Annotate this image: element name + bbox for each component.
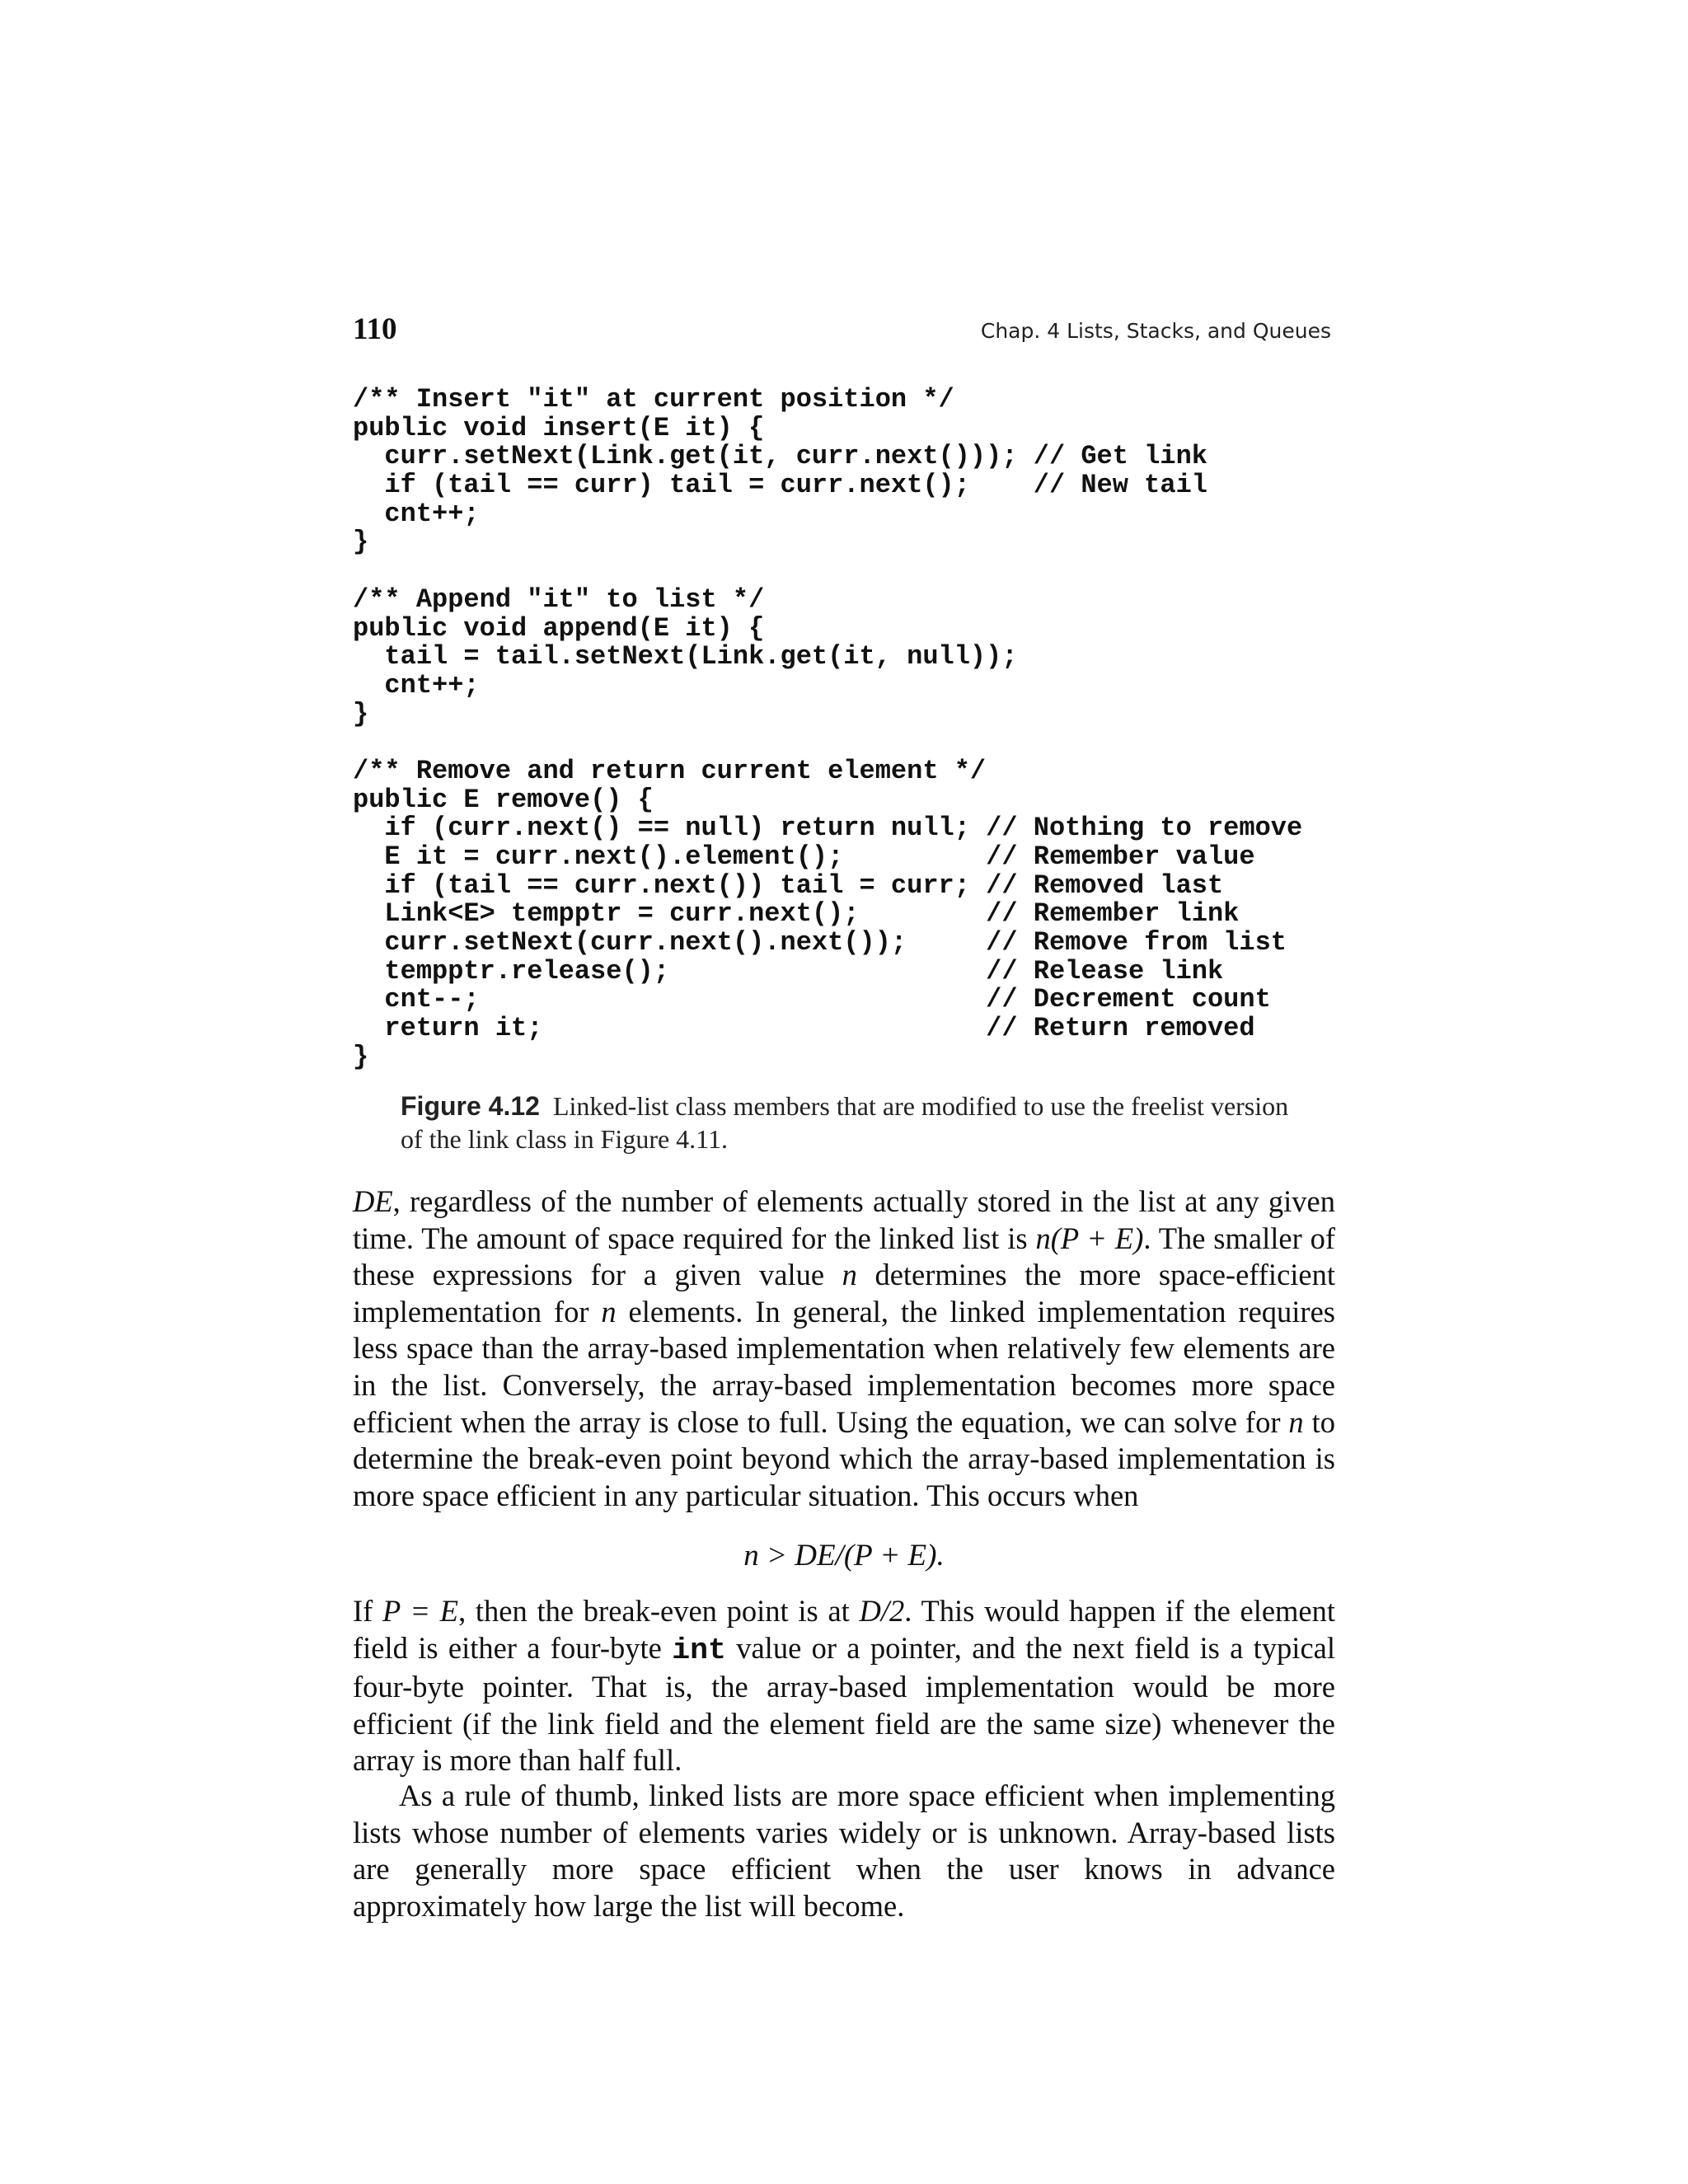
code-line: curr.setNext(Link.get(it, curr.next())); // Get link <box>353 441 1207 472</box>
text-run: , then the break-even point is at <box>458 1594 860 1628</box>
code-line: if (curr.next() == null) return null; // Nothing to remove <box>353 813 1303 844</box>
code-line: } <box>353 1041 369 1072</box>
code-line: tempptr.release(); // Release link <box>353 955 1224 987</box>
math-var: n <box>842 1258 857 1292</box>
code-listing <box>353 386 1358 1072</box>
code-line: E it = curr.next().element(); // Remember value <box>353 841 1255 872</box>
body-paragraph <box>353 1183 1335 1514</box>
display-equation: n > DE/(P + E). <box>743 1539 945 1572</box>
code-line: /** Remove and return current element */ <box>353 755 987 786</box>
code-line: public void append(E it) { <box>353 612 765 644</box>
text-run: If <box>353 1594 383 1628</box>
page-number: 110 <box>353 312 397 346</box>
math-expression: n(P + E) <box>1035 1221 1144 1255</box>
code-line: curr.setNext(curr.next().next()); // Remove from list <box>353 927 1287 958</box>
code-line <box>353 729 1358 757</box>
code-line: cnt++; <box>353 498 480 529</box>
code-line: tail = tail.setNext(Link.get(it, null)); <box>353 641 1018 673</box>
math-var: DE <box>353 1184 393 1218</box>
code-line: /** Insert "it" at current position */ <box>353 384 954 415</box>
body-paragraph: As a rule of thumb, linked lists are more space efficient when implementing lists whose number of elements varies widely or is unknown. Array-based lists are generally more space efficient when the user knows in advance approximately how large the list will become. <box>353 1779 1335 1923</box>
code-line: public E remove() { <box>353 784 654 815</box>
text-run: , regardless of the number of elements actually stored in the list at any given time. The amount of space required for the linked list is <box>353 1184 1335 1255</box>
text-run: . The smaller of these expressions for a given value <box>353 1221 1336 1292</box>
code-line: if (tail == curr) tail = curr.next(); // New tail <box>353 470 1207 501</box>
code-line: cnt--; // Decrement count <box>353 984 1271 1015</box>
code-line: /** Append "it" to list */ <box>353 583 765 615</box>
figure-caption-text: Linked-list class members that are modified to use the freelist version of the link class in Figure 4.11. <box>401 1091 1289 1154</box>
code-line: cnt++; <box>353 669 480 701</box>
code-line: Link<E> tempptr = curr.next(); // Remember link <box>353 898 1240 930</box>
text-run: . This would happen if the element field is either a four-byte <box>353 1594 1336 1665</box>
text-run: to determine the break-even point beyond which the array-based implementation is more space efficient in any particular situation. This occurs when <box>353 1404 1335 1512</box>
text-run: elements. In general, the linked implementation requires less space than the array-based implementation when relatively few elements are in the list. Conversely, the array-based implementation becomes more space efficient when the array is close to full. Using the equation, we can solve for <box>353 1294 1335 1439</box>
code-line <box>353 557 1358 586</box>
math-expression: D/2 <box>859 1594 905 1628</box>
figure-caption <box>401 1090 1315 1155</box>
body-paragraph <box>353 1593 1335 1779</box>
running-title: Chap. 4 Lists, Stacks, and Queues <box>980 319 1331 343</box>
text-run: value or a pointer, and the next field is a typical four-byte pointer. That is, the array-based implementation would be more efficient (if the link field and the element field are the same size) whenever the array is more than half full. <box>353 1630 1335 1778</box>
code-line: return it; // Return removed <box>353 1013 1255 1044</box>
figure-label: Figure 4.12 <box>401 1091 540 1121</box>
text-run: determines the more space-efficient implementation for <box>353 1258 1336 1329</box>
math-var: n <box>601 1294 617 1329</box>
code-keyword: int <box>672 1633 726 1667</box>
code-line: } <box>353 698 369 729</box>
code-line: } <box>353 527 369 558</box>
math-expression: P = E <box>382 1594 459 1628</box>
math-var: n <box>1288 1404 1304 1439</box>
code-line: public void insert(E it) { <box>353 412 765 443</box>
code-line: if (tail == curr.next()) tail = curr; // Removed last <box>353 869 1224 901</box>
